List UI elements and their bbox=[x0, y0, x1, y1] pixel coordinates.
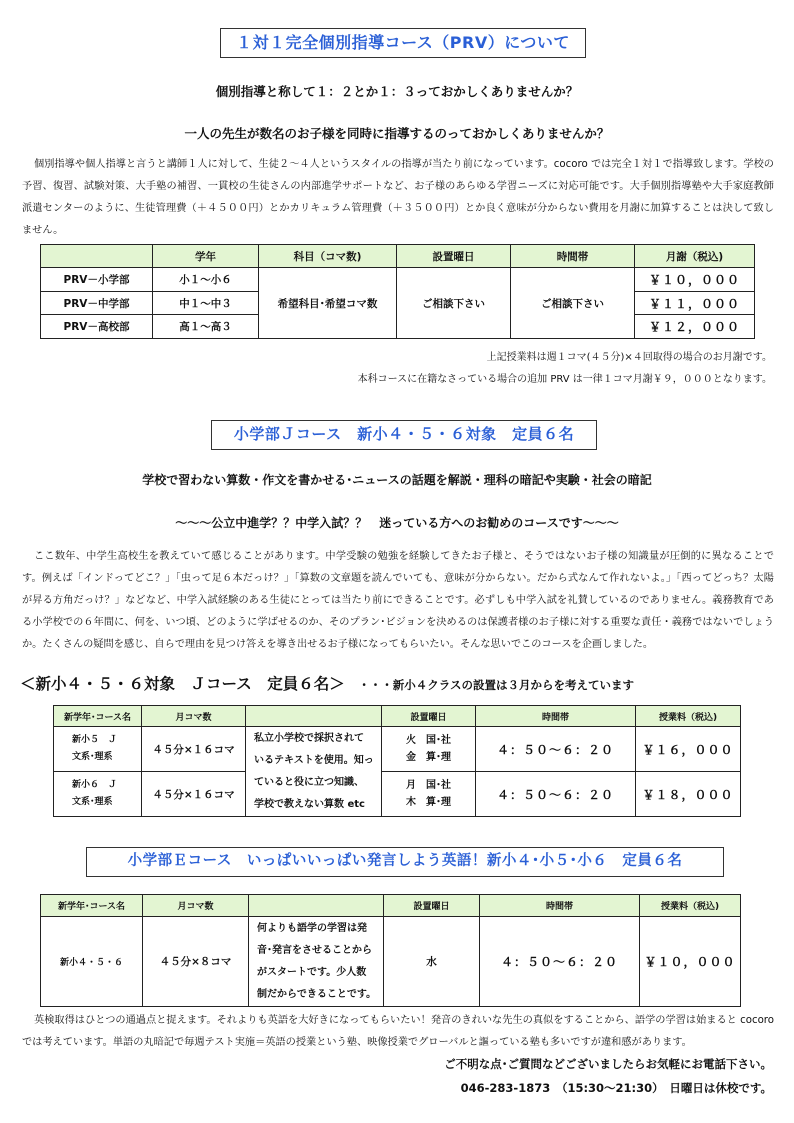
jcourse-fee: ￥１６，０００ bbox=[636, 727, 741, 772]
contact-phone: 046-283-1873 （15:30～21:30） 日曜日は休校です。 bbox=[460, 1081, 772, 1095]
prv-note-2: 本科コースに在籍なさっている場合の追加 PRV は一律１コマ月謝￥９，０００となります。 bbox=[357, 374, 772, 385]
contact-line: ご不明な点･ご質問などございましたらお気軽にお電話下さい。 bbox=[444, 1057, 772, 1071]
ecourse-course: 新小４・５・６ bbox=[41, 917, 143, 1007]
jcourse-course-line1: 新小５ Ｊ bbox=[72, 735, 118, 745]
table-row bbox=[41, 268, 755, 292]
jcourse-day-line1: 火 国･社 bbox=[406, 735, 451, 746]
jcourse-section-title: 小学部Ｊコース 新小４・５・６対象 定員６名 bbox=[211, 420, 597, 450]
jcourse-course bbox=[54, 727, 142, 772]
prv-paragraph bbox=[22, 154, 774, 242]
jcourse-time: ４：５０～６：２０ bbox=[476, 772, 636, 817]
jcourse-desc-line: 学校で教えない算数 etc bbox=[254, 798, 365, 810]
prv-fee-table bbox=[40, 244, 755, 339]
prv-day: ご相談下さい bbox=[397, 268, 511, 339]
prv-header-day: 設置曜日 bbox=[397, 245, 511, 268]
ecourse-time: ４：５０～６：２０ bbox=[480, 917, 640, 1007]
jcourse-day-line2: 金 算･理 bbox=[406, 752, 451, 763]
ecourse-table bbox=[40, 894, 741, 1007]
ecourse-desc-line: 何よりも語学の学習は発 bbox=[257, 922, 367, 934]
jcourse-day bbox=[382, 772, 476, 817]
ecourse-header-course: 新学年･コース名 bbox=[41, 895, 143, 917]
jcourse-koma: ４５分×１６コマ bbox=[142, 727, 246, 772]
prv-grade: 小１～小６ bbox=[153, 268, 259, 292]
jcourse-course-line2: 文系･理系 bbox=[72, 797, 113, 807]
jcourse-header-desc bbox=[246, 706, 382, 727]
jcourse-heading-main: ＜新小４・５・６対象 Ｊコース 定員６名＞ bbox=[20, 675, 345, 693]
jcourse-paragraph bbox=[22, 546, 774, 656]
jcourse-table bbox=[53, 705, 741, 817]
ecourse-section-title: 小学部Ｅコース いっぱいいっぱい発言しよう英語！新小４･小５･小６ 定員６名 bbox=[86, 847, 724, 877]
table-row bbox=[54, 772, 741, 817]
jcourse-desc-line: いるテキストを使用。知っ bbox=[254, 754, 374, 766]
jcourse-subtitle: 学校で習わない算数・作文を書かせる･ニュースの話題を解説・理科の暗記や実験・社会の暗記 bbox=[142, 473, 652, 487]
prv-question-2: 一人の先生が数名のお子様を同時に指導するのっておかしくありませんか？ bbox=[184, 126, 610, 141]
ecourse-header-desc bbox=[249, 895, 384, 917]
jcourse-heading-note: ・・・新小４クラスの設置は３月からを考えています bbox=[358, 678, 634, 692]
prv-fee: ￥１２，０００ bbox=[635, 315, 755, 339]
jcourse-heading bbox=[20, 672, 634, 694]
ecourse-paragraph-text: 英検取得はひとつの通過点と捉えます。それよりも英語を大好きになってもらいたい！発音のきれいな先生の真似をすることから、語学の学習は始まると cocoro では考えています。単語の丸暗記で毎週テスト実施＝英語の授業という塾、映像授業でグローバルと謳っている塾も多いですが違和感があります。 bbox=[22, 1015, 774, 1048]
ecourse-koma: ４５分×８コマ bbox=[143, 917, 249, 1007]
jcourse-course-line2: 文系･理系 bbox=[72, 752, 113, 762]
jcourse-course-line1: 新小６ Ｊ bbox=[72, 780, 118, 790]
table-row bbox=[41, 917, 741, 1007]
prv-grade: 高１～高３ bbox=[153, 315, 259, 339]
prv-question-1: 個別指導と称して１：２とか１：３っておかしくありませんか？ bbox=[215, 84, 579, 99]
jcourse-desc-line: ていると役に立つ知識、 bbox=[254, 776, 364, 788]
jcourse-time: ４：５０～６：２０ bbox=[476, 727, 636, 772]
ecourse-fee: ￥１０，０００ bbox=[640, 917, 741, 1007]
prv-course: PRV－小学部 bbox=[41, 268, 153, 292]
prv-section-title: １対１完全個別指導コース（PRV）について bbox=[220, 28, 586, 58]
prv-note-1: 上記授業料は週１コマ(４５分)×４回取得の場合のお月謝です。 bbox=[486, 352, 772, 363]
jcourse-header-time: 時間帯 bbox=[476, 706, 636, 727]
jcourse-day bbox=[382, 727, 476, 772]
prv-fee: ￥１１，０００ bbox=[635, 292, 755, 315]
jcourse-header-day: 設置曜日 bbox=[382, 706, 476, 727]
prv-fee: ￥１０，０００ bbox=[635, 268, 755, 292]
jcourse-koma: ４５分×１６コマ bbox=[142, 772, 246, 817]
prv-header-course bbox=[41, 245, 153, 268]
prv-time: ご相談下さい bbox=[511, 268, 635, 339]
ecourse-desc-line: がスタートです。少人数 bbox=[257, 966, 367, 978]
jcourse-header-course: 新学年･コース名 bbox=[54, 706, 142, 727]
ecourse-paragraph bbox=[22, 1010, 774, 1054]
jcourse-course bbox=[54, 772, 142, 817]
prv-course: PRV－高校部 bbox=[41, 315, 153, 339]
jcourse-desc-line: 私立小学校で採択されて bbox=[254, 732, 364, 744]
ecourse-header-day: 設置曜日 bbox=[384, 895, 480, 917]
jcourse-description bbox=[246, 727, 382, 817]
ecourse-header-koma: 月コマ数 bbox=[143, 895, 249, 917]
jcourse-paragraph-text: ここ数年、中学生高校生を教えていて感じることがあります。中学受験の勉強を経験してきたお子様と、そうではないお子様の知識量が圧倒的に異なることです。例えば「インドってどこ？」「虫って足６本だっけ？」「算数の文章題を読んでいても、意味が分からない。だから式なんて作れないよ。」「西ってどっち？太陽が昇る方角だっけ？」などなど、中学入試経験のある生徒にとっては当たり前にできることです。必ずしも中学入試を礼賛しているのでありません。義務教育である小学校での６年間に、何を、いつ頃、どのように学ばせるのか、そのプラン･ビジョンを決めるのは保護者様のお子様に対する重要な責任・義務ではないでしょうか。たくさんの疑問を感じ、自らで理由を見つけ答えを導き出せるお子様になってもらいたい。そんな思いでこのコースを企画しました。 bbox=[22, 551, 774, 650]
prv-grade: 中１～中３ bbox=[153, 292, 259, 315]
jcourse-day-line1: 月 国･社 bbox=[406, 780, 451, 791]
prv-subject: 希望科目･希望コマ数 bbox=[259, 268, 397, 339]
ecourse-header-fee: 授業料（税込) bbox=[640, 895, 741, 917]
jcourse-day-line2: 木 算･理 bbox=[406, 797, 451, 808]
ecourse-day: 水 bbox=[384, 917, 480, 1007]
prv-header-subject: 科目（コマ数) bbox=[259, 245, 397, 268]
jcourse-header-koma: 月コマ数 bbox=[142, 706, 246, 727]
prv-header-fee: 月謝（税込) bbox=[635, 245, 755, 268]
ecourse-desc-line: 音･発言をさせることから bbox=[257, 944, 372, 956]
prv-header-grade: 学年 bbox=[153, 245, 259, 268]
table-row bbox=[54, 727, 741, 772]
ecourse-desc-line: 制だからできることです。 bbox=[257, 988, 377, 1000]
jcourse-fee: ￥１８，０００ bbox=[636, 772, 741, 817]
prv-course: PRV－中学部 bbox=[41, 292, 153, 315]
jcourse-header-fee: 授業料（税込) bbox=[636, 706, 741, 727]
ecourse-description bbox=[249, 917, 384, 1007]
ecourse-header-time: 時間帯 bbox=[480, 895, 640, 917]
prv-paragraph-text: 個別指導や個人指導と言うと講師１人に対して、生徒２～４人というスタイルの指導が当たり前になっています。cocoro では完全１対１で指導致します。学校の予習、復習、試験対策、大手塾の補習、一貫校の生徒さんの内部進学サポートなど、お子様のあらゆる学習ニーズに対応可能です。大手個別指導塾や大手家庭教師派遣センターのように、生徒管理費（＋４５００円）とかカリキュラム管理費（＋３５００円）とか良く意味が分からない費用を月謝に加算することは決して致しません。 bbox=[22, 159, 774, 236]
jcourse-tagline: ～～～公立中進学？？中学入試？？ 迷っている方へのお勧めのコースです～～～ bbox=[175, 516, 619, 530]
prv-header-time: 時間帯 bbox=[511, 245, 635, 268]
